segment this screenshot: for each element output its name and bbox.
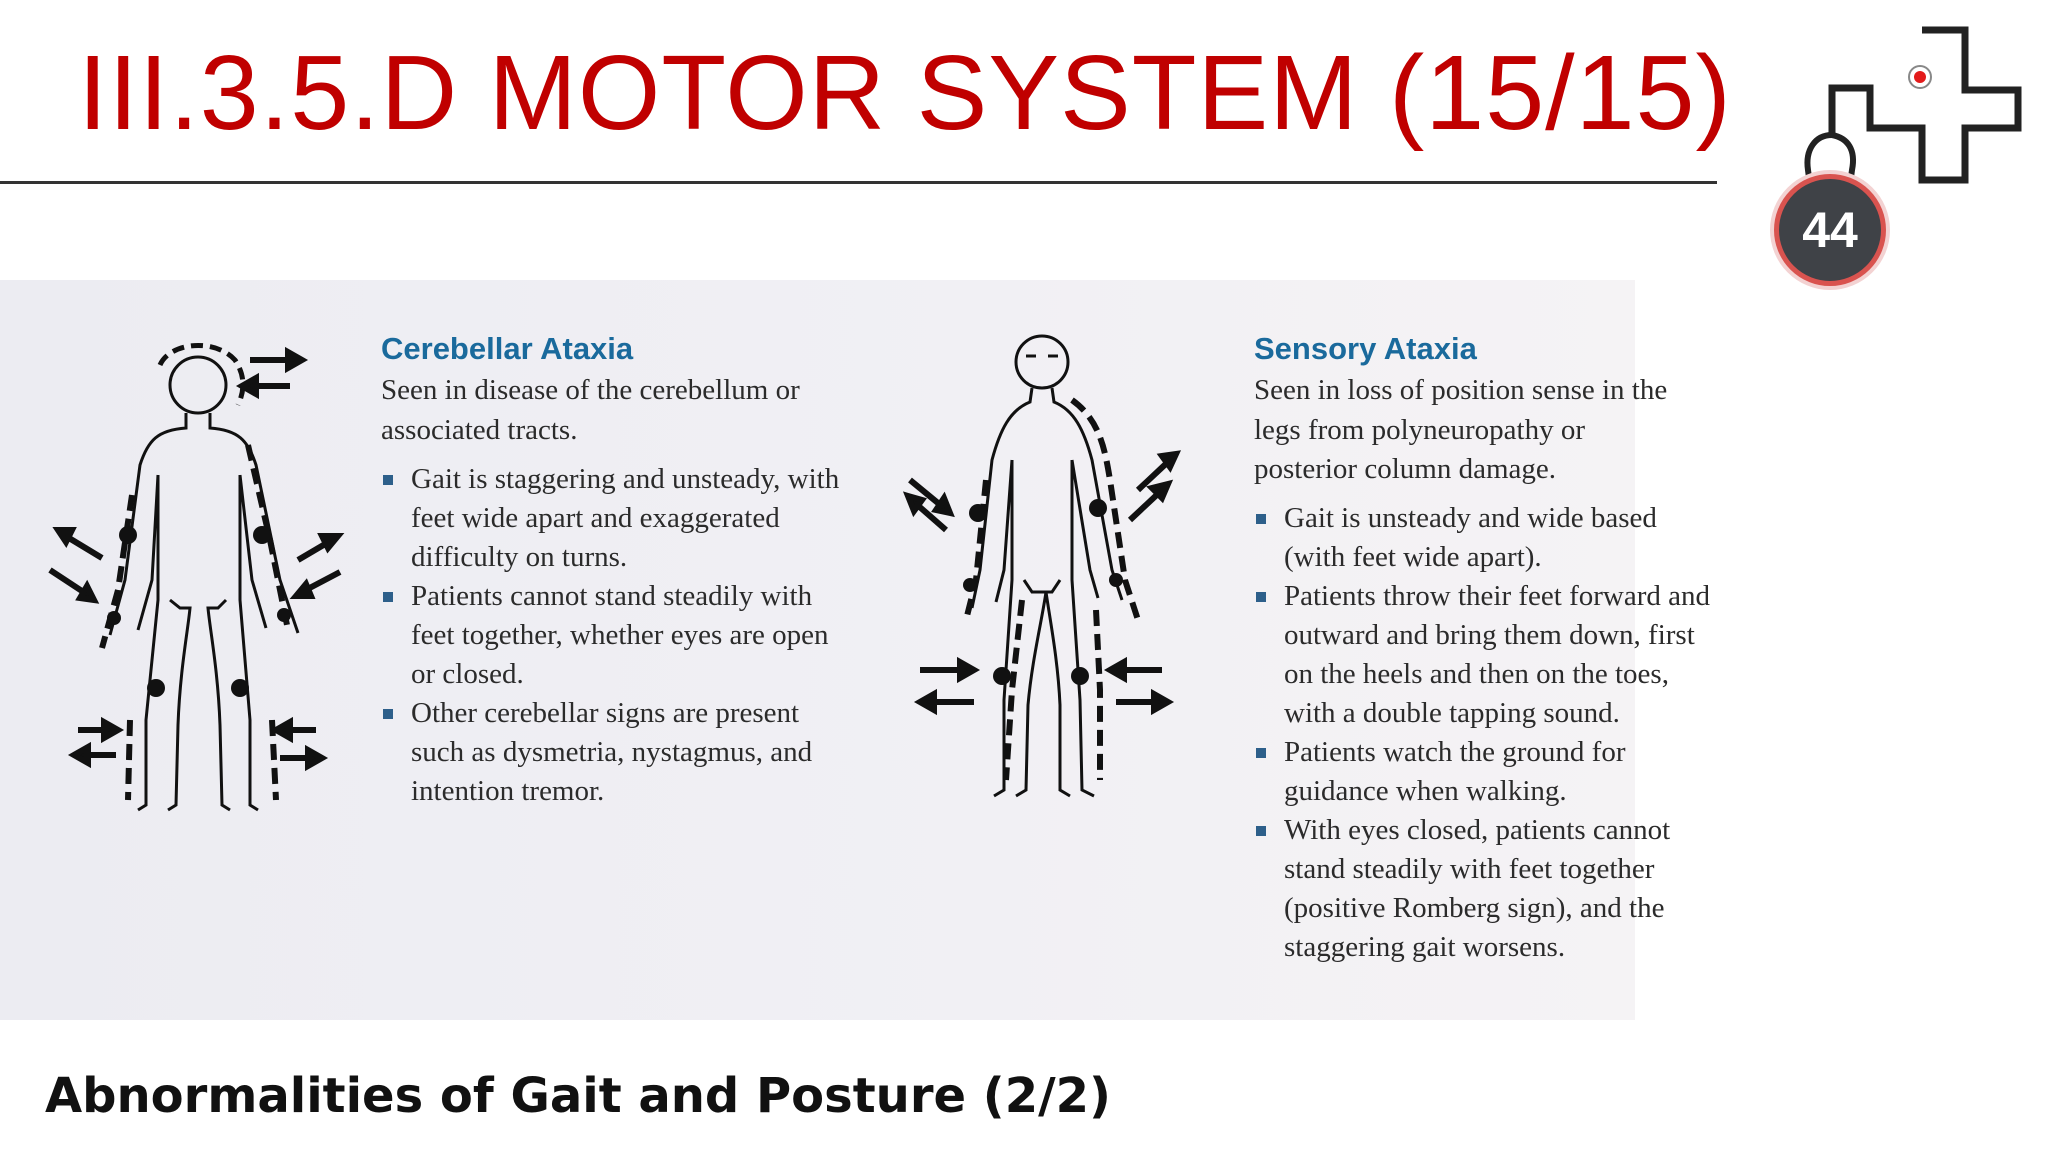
title-divider [0,181,1717,184]
cerebellar-ataxia-figure [40,330,370,820]
bullet-square-icon [1256,514,1266,524]
bullet-square-icon [383,475,393,485]
list-item: Gait is staggering and unsteady, with feet wide apart and exaggerated difficulty on turns. [381,460,851,577]
cerebellar-ataxia-heading: Cerebellar Ataxia [381,331,634,366]
sensory-ataxia-intro: Seen in loss of position sense in the legs from polyneuropathy or posterior column damage. [1254,374,1668,485]
list-item: Patients watch the ground for guidance when walking. [1254,733,1724,811]
cerebellar-ataxia-intro: Seen in disease of the cerebellum or associated tracts. [381,374,800,446]
list-item: Patients cannot stand steadily with feet together, whether eyes are open or closed. [381,577,851,694]
sensory-ataxia-figure [900,330,1200,820]
bullet-square-icon [1256,592,1266,602]
sensory-ataxia-heading: Sensory Ataxia [1254,331,1477,366]
list-item: With eyes closed, patients cannot stand steadily with feet together (positive Romberg sign), and the staggering gait worsens. [1254,811,1724,967]
list-item: Gait is unsteady and wide based (with feet wide apart). [1254,499,1724,577]
sensory-ataxia-bullets [1254,499,1724,967]
slide-title: III.3.5.D MOTOR SYSTEM (15/15) [78,34,1732,152]
slide-number-badge: 44 [1774,174,1886,286]
bullet-square-icon [1256,826,1266,836]
list-item: Other cerebellar signs are present such as dysmetria, nystagmus, and intention tremor. [381,694,851,811]
slide-subtitle: Abnormalities of Gait and Posture (2/2) [45,1068,1111,1124]
list-item: Patients throw their feet forward and outward and bring them down, first on the heels and then on the toes, with a double tapping sound. [1254,577,1724,733]
bullet-square-icon [383,709,393,719]
cerebellar-ataxia-bullets [381,460,851,811]
bullet-square-icon [1256,748,1266,758]
bullet-square-icon [383,592,393,602]
